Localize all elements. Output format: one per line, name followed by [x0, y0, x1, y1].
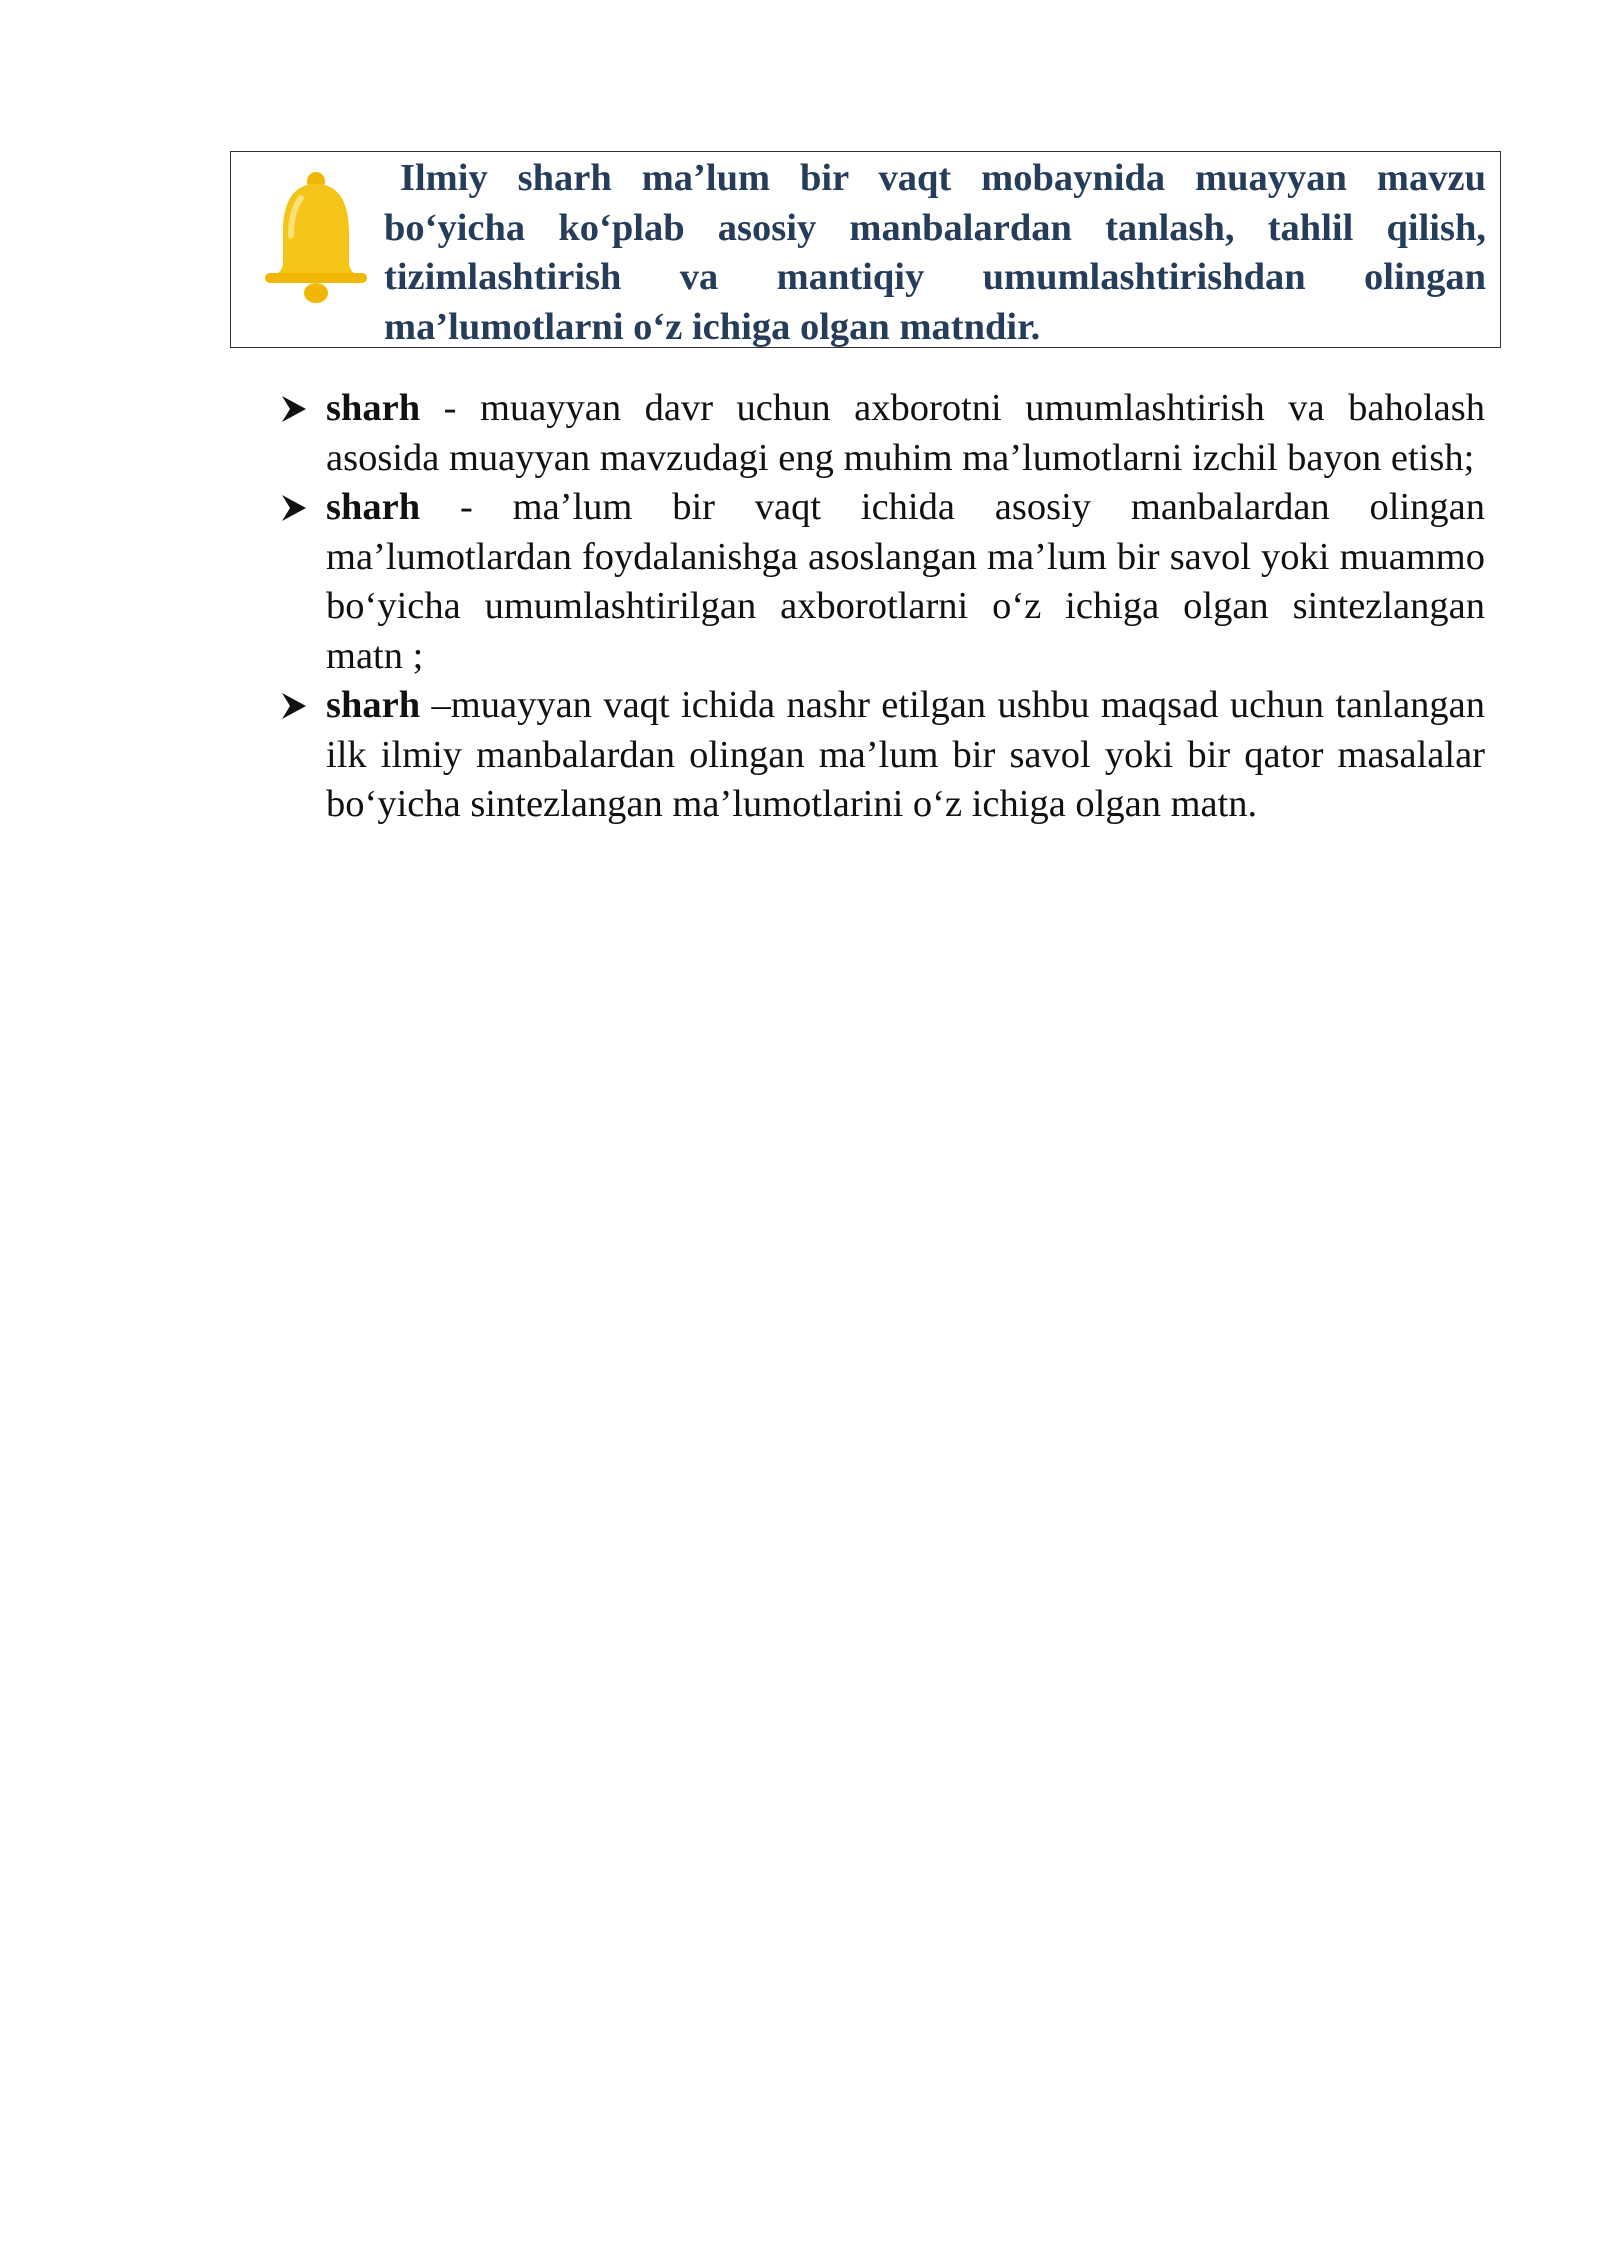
arrow-bullet-icon — [280, 394, 308, 424]
callout-definition-text: Ilmiy sharh ma’lum bir vaqt mobaynida muayyan mavzu bo‘yicha ko‘plab asosiy manbalardan tanlash, tahlil qilish, tizimlashtirish va mantiqiy umumlashtirishdan olingan ma’lumotlarni o‘z ichiga olgan matndir. — [384, 157, 1486, 348]
definition-term: sharh — [326, 684, 421, 726]
list-item — [278, 483, 1485, 681]
definition-text: - muayyan davr uchun axborotni umumlashtirish va baholash asosida muayyan mavzudagi eng muhim ma’lumotlarni izchil bayon etish; — [326, 387, 1485, 479]
definition-term: sharh — [326, 486, 421, 528]
arrow-bullet-icon — [280, 691, 308, 721]
definition-term: sharh — [326, 387, 421, 429]
definition-list — [278, 384, 1485, 830]
definition-text: –muayyan vaqt ichida nashr etilgan ushbu maqsad uchun tanlangan ilk ilmiy manbalardan olingan ma’lum bir savol yoki bir qator masalalar bo‘yicha sintezlangan ma’lumotlarini o‘z ichiga olgan matn. — [326, 684, 1485, 825]
arrow-bullet-icon — [280, 493, 308, 523]
info-callout-box — [230, 151, 1501, 348]
list-item — [278, 681, 1485, 830]
bell-icon — [261, 170, 371, 304]
definition-text: - ma’lum bir vaqt ichida asosiy manbalardan olingan ma’lumotlardan foydalanishga asoslangan ma’lum bir savol yoki muammo bo‘yicha umumlashtirilgan axborotlarni o‘z ichiga olgan sintezlangan matn ; — [326, 486, 1485, 677]
list-item — [278, 384, 1485, 483]
